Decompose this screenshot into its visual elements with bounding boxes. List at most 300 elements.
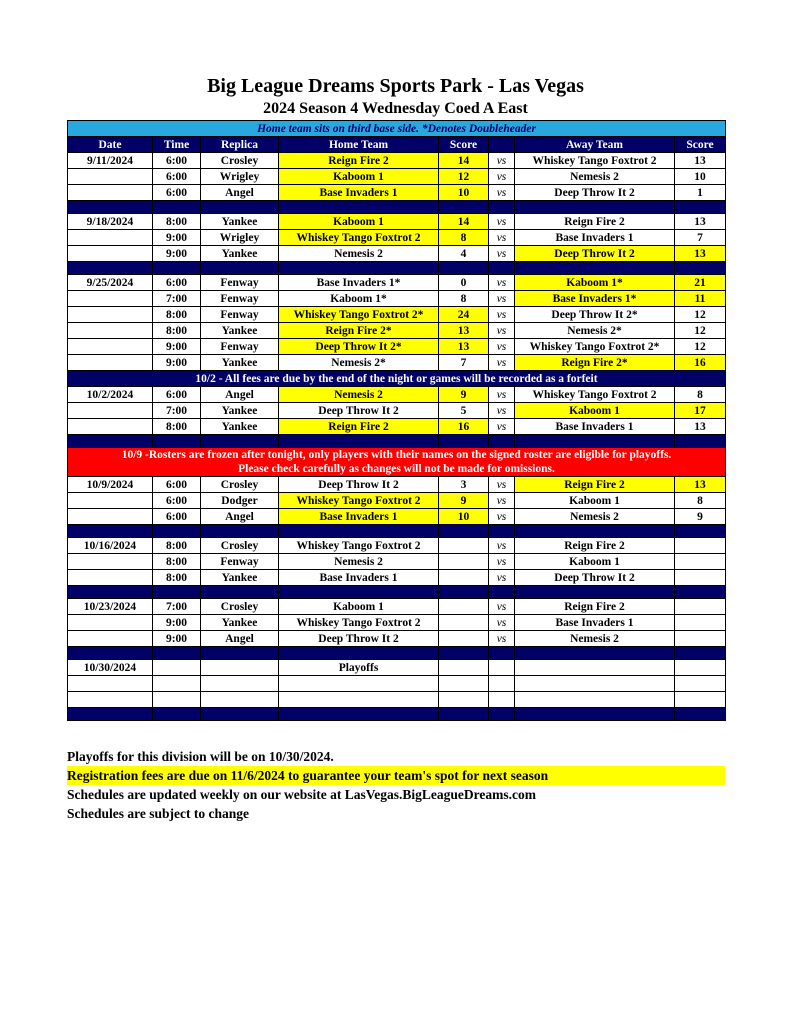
game-row <box>68 403 726 419</box>
date-cell: 10/30/2024 <box>68 660 153 676</box>
game-row <box>68 419 726 435</box>
vs-cell: vs <box>489 403 515 419</box>
home-score-cell: 4 <box>439 246 489 262</box>
time-cell: 7:00 <box>153 291 201 307</box>
game-row <box>68 230 726 246</box>
away-score-cell <box>675 599 726 615</box>
home-score-cell <box>439 660 489 676</box>
separator-cell <box>279 586 439 599</box>
home-team-cell: Base Invaders 1 <box>279 185 439 201</box>
date-cell: 10/16/2024 <box>68 538 153 554</box>
home-team-cell: Playoffs <box>279 660 439 676</box>
home-score-cell: 24 <box>439 307 489 323</box>
roster-notice-line-1: 10/9 -Rosters are frozen after tonight, only players with their names on the signed roster are eligible for playoffs. <box>121 449 672 461</box>
game-row <box>68 493 726 509</box>
separator-cell <box>201 262 279 275</box>
separator-cell <box>515 435 675 448</box>
away-score-cell <box>675 660 726 676</box>
field-cell: Crosley <box>201 538 279 554</box>
schedule-table <box>67 120 726 721</box>
separator-cell <box>153 525 201 538</box>
week-separator <box>68 435 726 448</box>
home-score-cell: 14 <box>439 153 489 169</box>
home-team-cell: Reign Fire 2 <box>279 153 439 169</box>
away-score-cell: 12 <box>675 339 726 355</box>
home-score-cell: 12 <box>439 169 489 185</box>
week-separator <box>68 201 726 214</box>
roster-notice-line-2: Please check carefully as changes will not be made for omissions. <box>238 463 555 475</box>
date-cell <box>68 509 153 525</box>
separator-cell <box>439 647 489 660</box>
vs-cell: vs <box>489 185 515 201</box>
away-team-cell: Deep Throw It 2 <box>515 246 675 262</box>
home-team-cell: Whiskey Tango Foxtrot 2 <box>279 230 439 246</box>
empty-cell <box>515 692 675 708</box>
game-row <box>68 599 726 615</box>
time-cell: 8:00 <box>153 554 201 570</box>
date-cell <box>68 307 153 323</box>
time-cell: 6:00 <box>153 275 201 291</box>
separator-cell <box>279 708 439 721</box>
field-cell: Fenway <box>201 339 279 355</box>
page-title: Big League Dreams Sports Park - Las Vegas <box>207 75 584 97</box>
away-score-cell <box>675 631 726 647</box>
separator-cell <box>489 435 515 448</box>
table-bottom-bar <box>68 708 726 721</box>
away-score-cell: 8 <box>675 387 726 403</box>
home-score-cell: 0 <box>439 275 489 291</box>
home-score-cell: 13 <box>439 339 489 355</box>
away-team-cell: Reign Fire 2* <box>515 355 675 371</box>
footer-registration-note: Registration fees are due on 11/6/2024 to guarantee your team's spot for next season <box>67 766 725 785</box>
vs-cell: vs <box>489 509 515 525</box>
away-score-cell: 13 <box>675 153 726 169</box>
home-team-cell: Whiskey Tango Foxtrot 2* <box>279 307 439 323</box>
empty-cell <box>153 676 201 692</box>
separator-cell <box>68 201 153 214</box>
vs-cell: vs <box>489 538 515 554</box>
separator-cell <box>675 525 726 538</box>
field-cell: Crosley <box>201 153 279 169</box>
time-cell: 6:00 <box>153 493 201 509</box>
header-date: Date <box>68 137 153 153</box>
header-replica: Replica <box>201 137 279 153</box>
separator-cell <box>153 201 201 214</box>
home-score-cell <box>439 599 489 615</box>
week-separator <box>68 586 726 599</box>
home-score-cell: 3 <box>439 477 489 493</box>
game-row <box>68 615 726 631</box>
home-team-cell: Nemesis 2* <box>279 355 439 371</box>
game-row <box>68 323 726 339</box>
field-cell: Yankee <box>201 246 279 262</box>
home-team-cell: Deep Throw It 2 <box>279 477 439 493</box>
fees-notice: 10/2 - All fees are due by the end of the night or games will be recorded as a forfeit <box>68 371 726 387</box>
time-cell: 8:00 <box>153 323 201 339</box>
home-team-cell: Whiskey Tango Foxtrot 2 <box>279 615 439 631</box>
away-team-cell: Kaboom 1 <box>515 493 675 509</box>
time-cell: 6:00 <box>153 153 201 169</box>
time-cell: 9:00 <box>153 631 201 647</box>
time-cell: 6:00 <box>153 185 201 201</box>
time-cell: 7:00 <box>153 599 201 615</box>
vs-cell: vs <box>489 554 515 570</box>
vs-cell: vs <box>489 307 515 323</box>
separator-cell <box>675 586 726 599</box>
time-cell: 8:00 <box>153 570 201 586</box>
away-score-cell <box>675 615 726 631</box>
home-team-cell: Nemesis 2 <box>279 554 439 570</box>
empty-cell <box>201 692 279 708</box>
game-row <box>68 538 726 554</box>
separator-cell <box>153 262 201 275</box>
away-score-cell: 1 <box>675 185 726 201</box>
game-row <box>68 339 726 355</box>
time-cell: 8:00 <box>153 214 201 230</box>
game-row <box>68 214 726 230</box>
field-cell: Wrigley <box>201 230 279 246</box>
field-cell: Crosley <box>201 599 279 615</box>
empty-cell <box>439 676 489 692</box>
home-score-cell: 5 <box>439 403 489 419</box>
field-cell: Angel <box>201 185 279 201</box>
home-score-cell <box>439 538 489 554</box>
home-score-cell: 14 <box>439 214 489 230</box>
field-cell: Fenway <box>201 307 279 323</box>
separator-cell <box>489 201 515 214</box>
away-score-cell: 12 <box>675 323 726 339</box>
game-row <box>68 291 726 307</box>
game-row <box>68 153 726 169</box>
separator-cell <box>201 201 279 214</box>
home-team-note: Home team sits on third base side. *Denotes Doubleheader <box>68 121 726 137</box>
away-score-cell: 17 <box>675 403 726 419</box>
vs-cell: vs <box>489 631 515 647</box>
time-cell: 6:00 <box>153 387 201 403</box>
home-score-cell: 16 <box>439 419 489 435</box>
footer-change-note: Schedules are subject to change <box>67 806 249 821</box>
home-team-cell: Reign Fire 2* <box>279 323 439 339</box>
empty-row <box>68 676 726 692</box>
away-team-cell: Whiskey Tango Foxtrot 2 <box>515 153 675 169</box>
away-score-cell: 13 <box>675 246 726 262</box>
date-cell <box>68 230 153 246</box>
empty-row <box>68 692 726 708</box>
away-team-cell: Reign Fire 2 <box>515 214 675 230</box>
roster-notice <box>68 448 726 477</box>
away-score-cell: 7 <box>675 230 726 246</box>
field-cell: Wrigley <box>201 169 279 185</box>
vs-cell: vs <box>489 615 515 631</box>
footer-playoffs-note: Playoffs for this division will be on 10/30/2024. <box>67 749 334 764</box>
away-score-cell: 13 <box>675 214 726 230</box>
page-subtitle: 2024 Season 4 Wednesday Coed A East <box>263 100 528 117</box>
separator-cell <box>279 435 439 448</box>
separator-cell <box>153 435 201 448</box>
home-team-cell: Kaboom 1* <box>279 291 439 307</box>
empty-cell <box>675 676 726 692</box>
away-team-cell: Kaboom 1* <box>515 275 675 291</box>
separator-cell <box>515 647 675 660</box>
date-cell: 10/23/2024 <box>68 599 153 615</box>
date-cell: 9/11/2024 <box>68 153 153 169</box>
date-cell <box>68 493 153 509</box>
date-cell <box>68 323 153 339</box>
header-time: Time <box>153 137 201 153</box>
game-row <box>68 275 726 291</box>
home-team-cell: Whiskey Tango Foxtrot 2 <box>279 493 439 509</box>
home-score-cell: 13 <box>439 323 489 339</box>
away-team-cell: Nemesis 2* <box>515 323 675 339</box>
date-cell <box>68 169 153 185</box>
date-cell: 10/2/2024 <box>68 387 153 403</box>
game-row <box>68 246 726 262</box>
vs-cell: vs <box>489 493 515 509</box>
date-cell <box>68 570 153 586</box>
home-score-cell <box>439 570 489 586</box>
separator-cell <box>675 201 726 214</box>
empty-cell <box>489 692 515 708</box>
home-score-cell: 10 <box>439 185 489 201</box>
home-team-cell: Base Invaders 1 <box>279 509 439 525</box>
field-cell: Fenway <box>201 291 279 307</box>
game-row <box>68 185 726 201</box>
separator-cell <box>279 262 439 275</box>
away-team-cell: Reign Fire 2 <box>515 477 675 493</box>
home-score-cell: 7 <box>439 355 489 371</box>
game-row <box>68 355 726 371</box>
separator-cell <box>439 201 489 214</box>
date-cell <box>68 246 153 262</box>
date-cell <box>68 291 153 307</box>
vs-cell: vs <box>489 339 515 355</box>
time-cell: 6:00 <box>153 477 201 493</box>
time-cell: 7:00 <box>153 403 201 419</box>
home-team-cell: Kaboom 1 <box>279 169 439 185</box>
vs-cell: vs <box>489 291 515 307</box>
field-cell: Dodger <box>201 493 279 509</box>
field-cell: Yankee <box>201 323 279 339</box>
date-cell <box>68 355 153 371</box>
separator-cell <box>515 586 675 599</box>
playoffs-row <box>68 660 726 676</box>
separator-cell <box>153 647 201 660</box>
game-row <box>68 570 726 586</box>
separator-cell <box>201 586 279 599</box>
header-away-team: Away Team <box>515 137 675 153</box>
away-score-cell: 8 <box>675 493 726 509</box>
separator-cell <box>279 647 439 660</box>
separator-cell <box>675 262 726 275</box>
roster-notice-row <box>68 448 726 477</box>
separator-cell <box>489 586 515 599</box>
separator-cell <box>675 708 726 721</box>
game-row <box>68 169 726 185</box>
time-cell: 8:00 <box>153 307 201 323</box>
time-cell: 9:00 <box>153 246 201 262</box>
separator-cell <box>153 586 201 599</box>
vs-cell: vs <box>489 214 515 230</box>
home-score-cell <box>439 554 489 570</box>
separator-cell <box>68 262 153 275</box>
home-team-cell: Whiskey Tango Foxtrot 2 <box>279 538 439 554</box>
date-cell: 9/25/2024 <box>68 275 153 291</box>
time-cell <box>153 660 201 676</box>
game-row <box>68 631 726 647</box>
home-team-cell: Base Invaders 1 <box>279 570 439 586</box>
home-score-cell <box>439 631 489 647</box>
separator-cell <box>515 525 675 538</box>
field-cell: Angel <box>201 631 279 647</box>
vs-cell: vs <box>489 246 515 262</box>
away-score-cell: 16 <box>675 355 726 371</box>
game-row <box>68 307 726 323</box>
away-team-cell: Base Invaders 1 <box>515 615 675 631</box>
home-score-cell: 10 <box>439 509 489 525</box>
fees-notice-row <box>68 371 726 387</box>
away-team-cell: Base Invaders 1 <box>515 419 675 435</box>
date-cell: 9/18/2024 <box>68 214 153 230</box>
home-team-cell: Nemesis 2 <box>279 246 439 262</box>
separator-cell <box>201 647 279 660</box>
away-score-cell <box>675 570 726 586</box>
empty-cell <box>675 692 726 708</box>
game-row <box>68 477 726 493</box>
away-team-cell: Nemesis 2 <box>515 169 675 185</box>
vs-cell: vs <box>489 169 515 185</box>
field-cell: Angel <box>201 387 279 403</box>
away-score-cell: 10 <box>675 169 726 185</box>
empty-cell <box>279 692 439 708</box>
time-cell: 9:00 <box>153 615 201 631</box>
separator-cell <box>489 647 515 660</box>
home-team-cell: Deep Throw It 2 <box>279 631 439 647</box>
home-team-cell: Deep Throw It 2* <box>279 339 439 355</box>
header-row <box>68 137 726 153</box>
empty-cell <box>439 692 489 708</box>
separator-cell <box>68 525 153 538</box>
week-separator <box>68 262 726 275</box>
field-cell: Fenway <box>201 275 279 291</box>
time-cell: 6:00 <box>153 169 201 185</box>
away-team-cell: Deep Throw It 2 <box>515 570 675 586</box>
date-cell <box>68 615 153 631</box>
field-cell: Angel <box>201 509 279 525</box>
away-score-cell <box>675 538 726 554</box>
separator-cell <box>515 708 675 721</box>
away-team-cell: Whiskey Tango Foxtrot 2* <box>515 339 675 355</box>
game-row <box>68 554 726 570</box>
home-team-cell: Kaboom 1 <box>279 214 439 230</box>
away-team-cell: Base Invaders 1 <box>515 230 675 246</box>
separator-cell <box>439 525 489 538</box>
field-cell: Yankee <box>201 419 279 435</box>
time-cell: 9:00 <box>153 355 201 371</box>
away-team-cell: Reign Fire 2 <box>515 538 675 554</box>
separator-cell <box>68 435 153 448</box>
away-score-cell: 13 <box>675 419 726 435</box>
vs-cell <box>489 660 515 676</box>
away-team-cell: Nemesis 2 <box>515 509 675 525</box>
away-team-cell: Deep Throw It 2 <box>515 185 675 201</box>
header-home-team: Home Team <box>279 137 439 153</box>
time-cell: 6:00 <box>153 509 201 525</box>
date-cell <box>68 339 153 355</box>
empty-cell <box>153 692 201 708</box>
separator-cell <box>439 708 489 721</box>
vs-cell: vs <box>489 599 515 615</box>
away-team-cell: Deep Throw It 2* <box>515 307 675 323</box>
separator-cell <box>439 435 489 448</box>
home-team-cell: Kaboom 1 <box>279 599 439 615</box>
separator-cell <box>675 435 726 448</box>
vs-cell: vs <box>489 419 515 435</box>
separator-cell <box>489 262 515 275</box>
time-cell: 8:00 <box>153 419 201 435</box>
week-separator <box>68 525 726 538</box>
field-cell: Yankee <box>201 355 279 371</box>
away-team-cell: Whiskey Tango Foxtrot 2 <box>515 387 675 403</box>
separator-cell <box>201 708 279 721</box>
away-team-cell <box>515 660 675 676</box>
time-cell: 9:00 <box>153 339 201 355</box>
home-team-cell: Reign Fire 2 <box>279 419 439 435</box>
header-vs <box>489 137 515 153</box>
separator-cell <box>439 586 489 599</box>
field-cell: Yankee <box>201 570 279 586</box>
vs-cell: vs <box>489 387 515 403</box>
separator-cell <box>279 201 439 214</box>
date-cell <box>68 419 153 435</box>
home-score-cell <box>439 615 489 631</box>
separator-cell <box>515 262 675 275</box>
separator-cell <box>68 647 153 660</box>
header-away-score: Score <box>675 137 726 153</box>
separator-cell <box>201 435 279 448</box>
date-cell <box>68 631 153 647</box>
vs-cell: vs <box>489 153 515 169</box>
away-score-cell: 21 <box>675 275 726 291</box>
home-score-cell: 9 <box>439 493 489 509</box>
date-cell <box>68 554 153 570</box>
home-team-cell: Nemesis 2 <box>279 387 439 403</box>
date-cell: 10/9/2024 <box>68 477 153 493</box>
separator-cell <box>279 525 439 538</box>
away-team-cell: Kaboom 1 <box>515 554 675 570</box>
separator-cell <box>489 525 515 538</box>
separator-cell <box>68 708 153 721</box>
separator-cell <box>153 708 201 721</box>
footer-website-note: Schedules are updated weekly on our website at LasVegas.BigLeagueDreams.com <box>67 787 537 802</box>
separator-cell <box>68 586 153 599</box>
separator-cell <box>439 262 489 275</box>
away-team-cell: Nemesis 2 <box>515 631 675 647</box>
vs-cell: vs <box>489 323 515 339</box>
vs-cell: vs <box>489 355 515 371</box>
away-score-cell: 12 <box>675 307 726 323</box>
away-score-cell: 13 <box>675 477 726 493</box>
home-score-cell: 8 <box>439 291 489 307</box>
home-team-cell: Deep Throw It 2 <box>279 403 439 419</box>
separator-cell <box>515 201 675 214</box>
date-cell <box>68 185 153 201</box>
empty-cell <box>279 676 439 692</box>
away-team-cell: Reign Fire 2 <box>515 599 675 615</box>
empty-cell <box>68 676 153 692</box>
time-cell: 9:00 <box>153 230 201 246</box>
away-score-cell <box>675 554 726 570</box>
home-team-cell: Base Invaders 1* <box>279 275 439 291</box>
